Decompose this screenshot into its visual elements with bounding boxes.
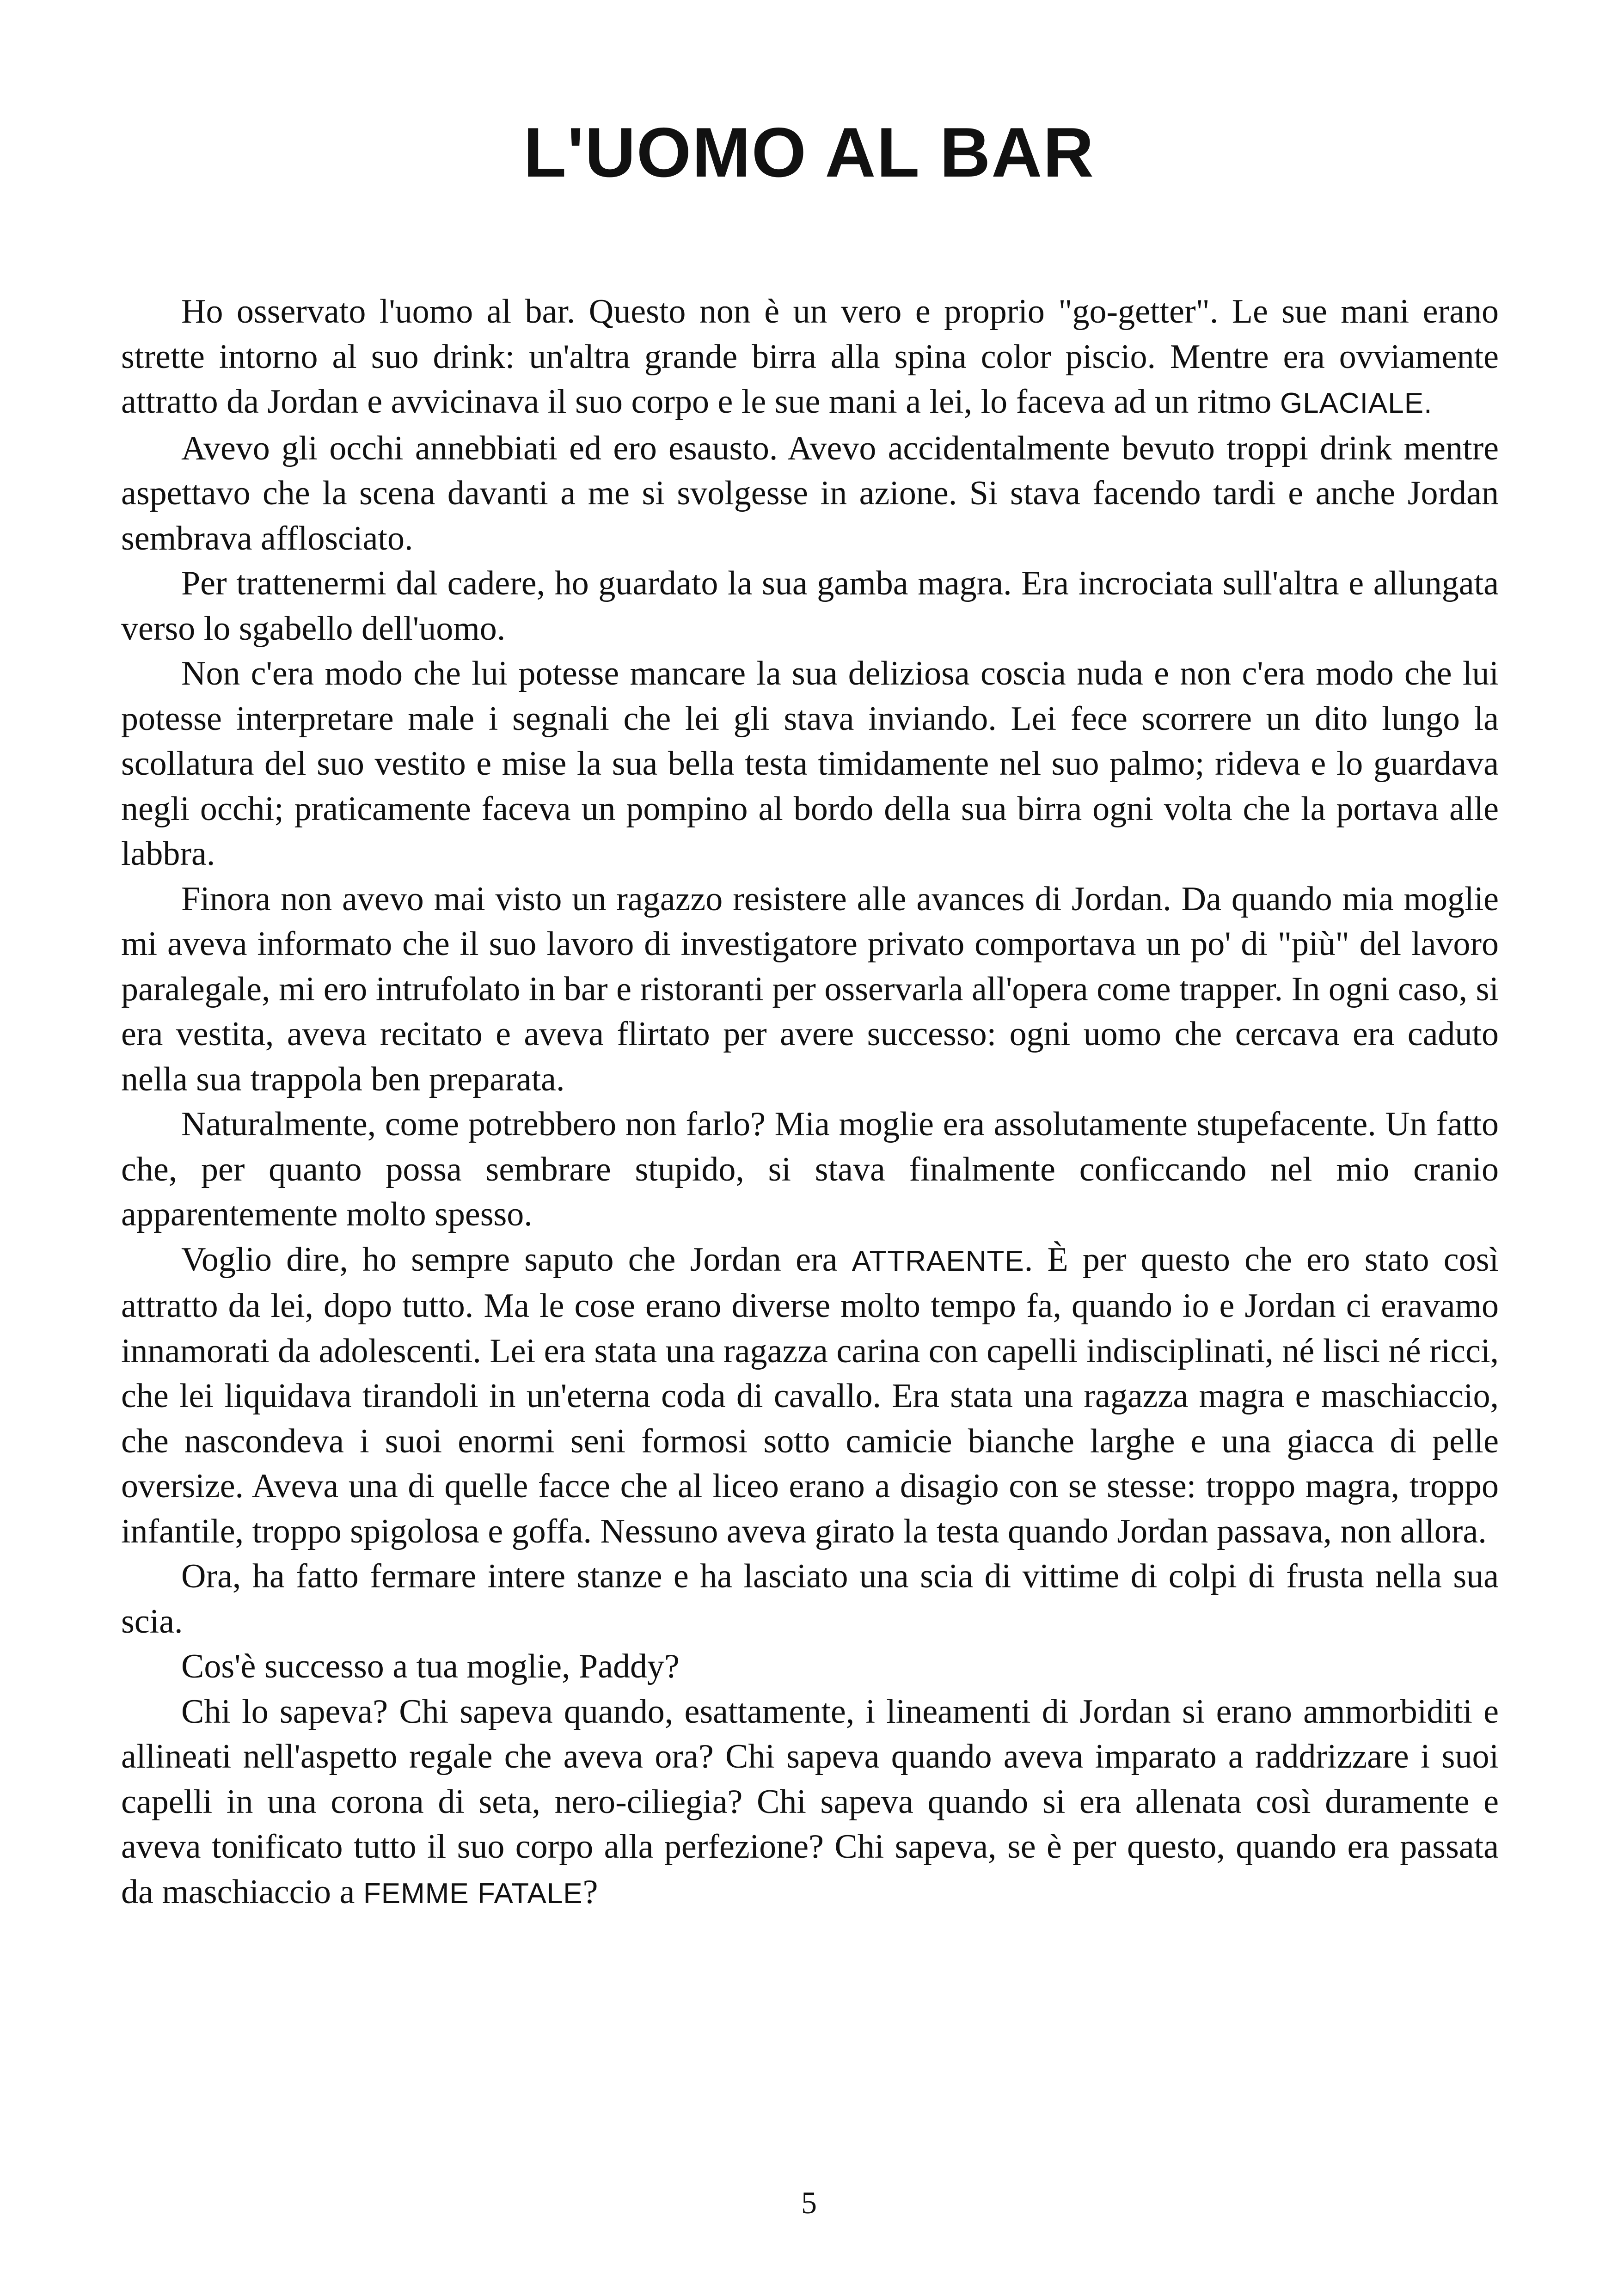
paragraph-text: ? [582,1873,598,1911]
paragraph: Non c'era modo che lui potesse mancare la sua deliziosa coscia nuda e non c'era modo che lui potesse interpretare male i segnali che lei gli stava inviando. Lei fece scorrere un dito lungo la scollatura del suo vestito e mise la sua bella testa timidamente nel suo palmo; rideva e lo guardava negli occhi; praticamente faceva un pompino al bordo della sua birra ogni volta che la portava alle labbra. [121,655,1499,873]
paragraph-text: . È per questo che ero stato così attratto da lei, dopo tutto. Ma le cose erano diverse molto tempo fa, quando io e Jordan ci eravamo innamorati da adolescenti. Lei era stata una ragazza carina con capelli indisciplinati, né lisci né ricci, che lei liquidava tirandoli in un'eterna coda di cavallo. Era stata una ragazza magra e maschiaccio, che nascondeva i suoi enormi seni formosi sotto camicie bianche larghe e una giacca di pelle oversize. Aveva una di quelle facce che al liceo erano a disagio con se stesse: troppo magra, troppo infantile, troppo spigolosa e goffa. Nessuno aveva girato la testa quando Jordan passava, non allora. [121,1240,1499,1550]
chapter-title: L'UOMO AL BAR [523,113,1095,192]
paragraph: Ora, ha fatto fermare intere stanze e ha lasciato una scia di vittime di colpi di frusta nella sua scia. [121,1557,1499,1641]
small-caps-word: GLACIALE [1280,387,1424,419]
paragraph: Naturalmente, come potrebbero non farlo? Mia moglie era assolutamente stupefacente. Un fatto che, per quanto possa sembrare stupido, si stava finalmente conficcando nel mio cranio apparentemente molto spesso. [121,1105,1499,1233]
paragraph: Cos'è successo a tua moglie, Paddy? [181,1647,680,1685]
paragraph-text: Voglio dire, ho sempre saputo che Jordan era [181,1240,852,1279]
paragraph: Per trattenermi dal cadere, ho guardato la sua gamba magra. Era incrociata sull'altra e allungata verso lo sgabello dell'uomo. [121,564,1499,648]
paragraph-text: Chi lo sapeva? Chi sapeva quando, esattamente, i lineamenti di Jordan si erano ammorbiditi e allineati nell'aspetto regale che aveva ora? Chi sapeva quando aveva imparato a raddrizzare i suoi capelli in una corona di seta, nero-ciliegia? Chi sapeva quando si era allenata così duramente e aveva tonificato tutto il suo corpo alla perfezione? Chi sapeva, se è per questo, quando era passata da maschiaccio a [121,1692,1499,1911]
paragraph: Avevo gli occhi annebbiati ed ero esausto. Avevo accidentalmente bevuto troppi drink mentre aspettavo che la scena davanti a me si svolgesse in azione. Si stava facendo tardi e anche Jordan sembrava afflosciato. [121,429,1499,557]
page-number: 5 [801,2185,817,2220]
paragraph [121,1690,1499,1916]
paragraph [121,1237,1499,1555]
small-caps-word: FEMME FATALE [363,1877,583,1910]
small-caps-word: ATTRAENTE [852,1245,1024,1277]
paragraph-text: . [1424,387,1433,419]
paragraph-text: Ho osservato l'uomo al bar. Questo non è un vero e proprio "go-getter". Le sue mani erano strette intorno al suo drink: un'altra grande birra alla spina color piscio. Mentre era ovviamente attratto da Jordan e avvicinava il suo corpo e le sue mani a lei, lo faceva ad un ritmo [121,293,1499,421]
paragraph [121,289,1499,426]
chapter-body [121,289,1499,1916]
paragraph: Finora non avevo mai visto un ragazzo resistere alle avances di Jordan. Da quando mia moglie mi aveva informato che il suo lavoro di investigatore privato comportava un po' di "più" del lavoro paralegale, mi ero intrufolato in bar e ristoranti per osservarla all'opera come trapper. In ogni caso, si era vestita, aveva recitato e aveva flirtato per avere successo: ogni uomo che cercava era caduto nella sua trappola ben preparata. [121,880,1499,1098]
